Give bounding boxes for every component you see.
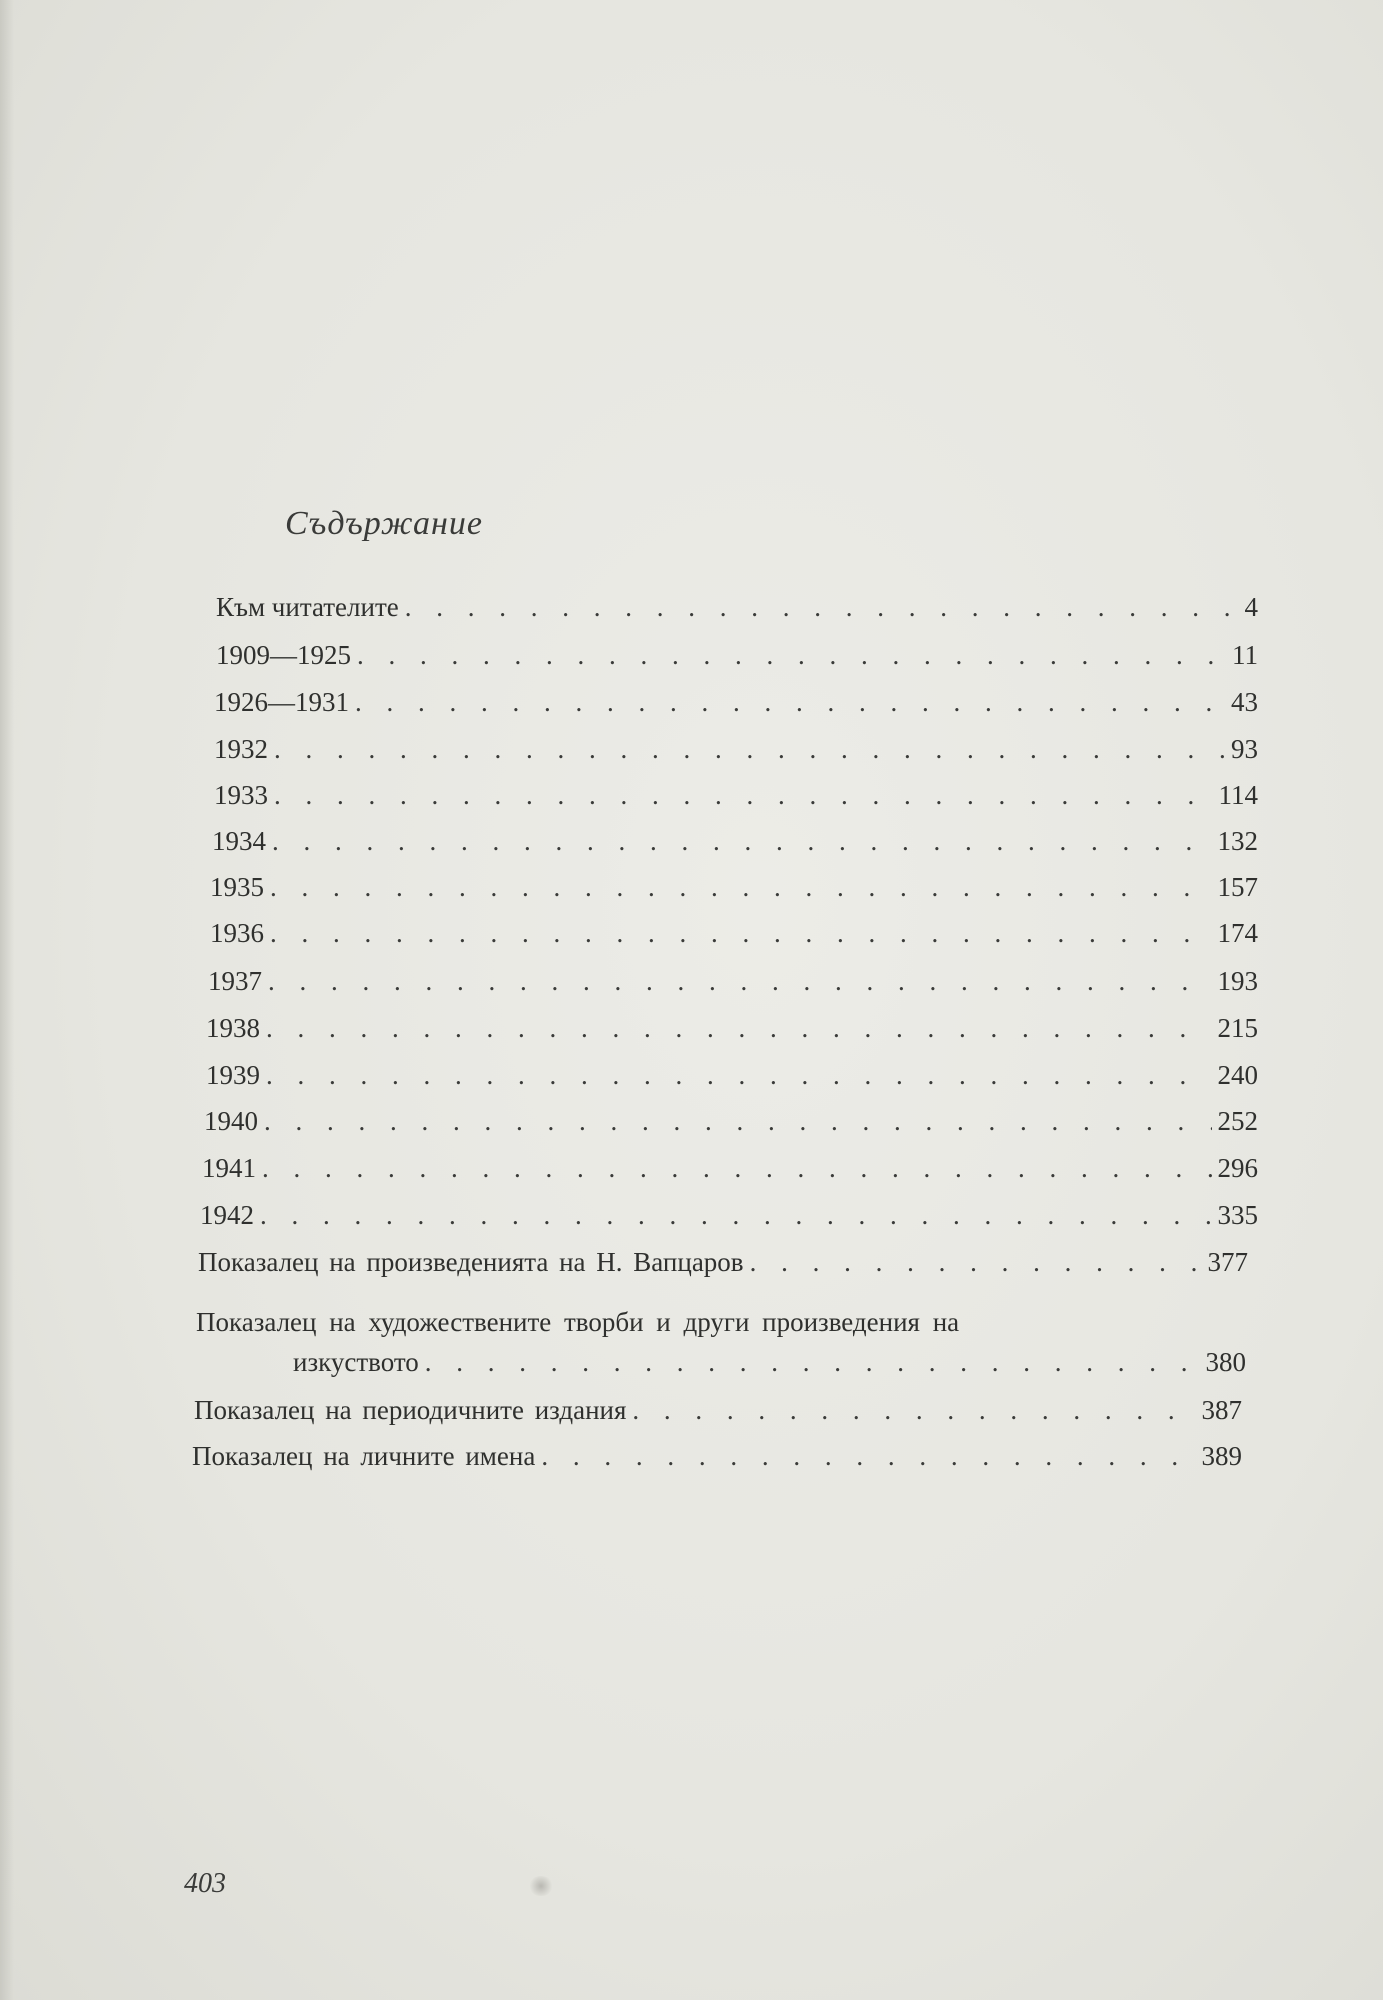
toc-entry-label: 1937	[208, 966, 262, 996]
toc-entry	[208, 966, 1258, 1006]
toc-entry-page: 252	[1217, 1106, 1258, 1136]
dot-leader	[541, 1441, 1195, 1472]
dot-leader	[355, 687, 1225, 718]
dot-leader	[632, 1395, 1195, 1426]
toc-entry-label: 1909—1925	[216, 640, 351, 670]
toc-entry	[210, 918, 1258, 958]
toc-entry-label: 1932	[214, 734, 268, 764]
dot-leader	[272, 826, 1212, 857]
dot-leader	[270, 918, 1212, 949]
dot-leader	[357, 640, 1226, 671]
toc-entry-label: 1934	[212, 826, 266, 856]
toc-entry-page: 132	[1217, 826, 1258, 856]
toc-entry-page: 43	[1231, 687, 1258, 717]
toc-entry-page: 93	[1231, 734, 1258, 764]
toc-entry-label-continued: изкуството	[293, 1347, 419, 1377]
toc-entry	[206, 1060, 1258, 1100]
toc-entry-label: 1938	[206, 1013, 260, 1043]
toc-entry-page: 193	[1217, 966, 1258, 996]
toc-entry	[202, 1153, 1258, 1193]
toc-entry-label: 1933	[214, 780, 268, 810]
toc-entry-page: 114	[1218, 780, 1258, 810]
toc-entry-label: Към читателите	[216, 592, 399, 622]
toc-entry-page: 377	[1207, 1247, 1248, 1277]
toc-entry-page: 296	[1217, 1153, 1258, 1183]
paper-smudge	[528, 1876, 554, 1896]
toc-entry-label: 1940	[204, 1106, 258, 1136]
toc-entry	[192, 1441, 1242, 1481]
toc-entry-label: Показалец на периодичните издания	[194, 1395, 627, 1425]
toc-entry-page: 389	[1201, 1441, 1242, 1471]
dot-leader	[268, 966, 1212, 997]
dot-leader	[405, 592, 1239, 623]
toc-entry	[214, 780, 1258, 820]
toc-entry-label: 1939	[206, 1060, 260, 1090]
dot-leader	[274, 780, 1213, 811]
dot-leader	[274, 734, 1225, 765]
toc-entry-page: 240	[1217, 1060, 1258, 1090]
dot-leader	[266, 1060, 1212, 1091]
toc-entry	[214, 734, 1258, 774]
toc-entry-page: 380	[1205, 1347, 1246, 1377]
toc-entry-label: 1936	[210, 918, 264, 948]
toc-entry-label: 1942	[200, 1200, 254, 1230]
dot-leader	[260, 1200, 1212, 1231]
toc-entry-page: 11	[1232, 640, 1258, 670]
toc-entry-page: 174	[1217, 918, 1258, 948]
toc-entry	[204, 1106, 1258, 1146]
toc-entry-page: 335	[1217, 1200, 1258, 1230]
toc-title: Съдържание	[285, 505, 484, 542]
toc-entry	[216, 592, 1258, 632]
toc-entry	[212, 826, 1258, 866]
dot-leader	[270, 872, 1212, 903]
toc-entry-page: 387	[1201, 1395, 1242, 1425]
toc-entry-label: 1941	[202, 1153, 256, 1183]
toc-entry	[194, 1395, 1242, 1435]
toc-entry	[206, 1013, 1258, 1053]
toc-entry	[216, 640, 1258, 680]
dot-leader	[264, 1106, 1212, 1137]
toc-entry-label: 1935	[210, 872, 264, 902]
toc-entry	[214, 687, 1258, 727]
dot-leader	[750, 1247, 1202, 1278]
toc-entry-label: 1926—1931	[214, 687, 349, 717]
page-number: 403	[184, 1868, 226, 1899]
toc-entry-page: 4	[1244, 592, 1258, 622]
toc-entry	[210, 872, 1258, 912]
toc-entry	[200, 1200, 1258, 1240]
toc-entry-page: 157	[1217, 872, 1258, 902]
toc-entry-label: Показалец на произведенията на Н. Вапцаров	[198, 1247, 744, 1277]
toc-entry-page: 215	[1217, 1013, 1258, 1043]
dot-leader	[262, 1153, 1212, 1184]
toc-entry	[198, 1247, 1248, 1287]
toc-entry-continuation	[293, 1347, 1246, 1387]
toc-entry	[196, 1307, 1246, 1387]
toc-entry-label: Показалец на художествените творби и други произведения на	[196, 1307, 960, 1337]
toc-entry-label: Показалец на личните имена	[192, 1441, 536, 1471]
dot-leader	[266, 1013, 1212, 1044]
dot-leader	[425, 1347, 1200, 1378]
